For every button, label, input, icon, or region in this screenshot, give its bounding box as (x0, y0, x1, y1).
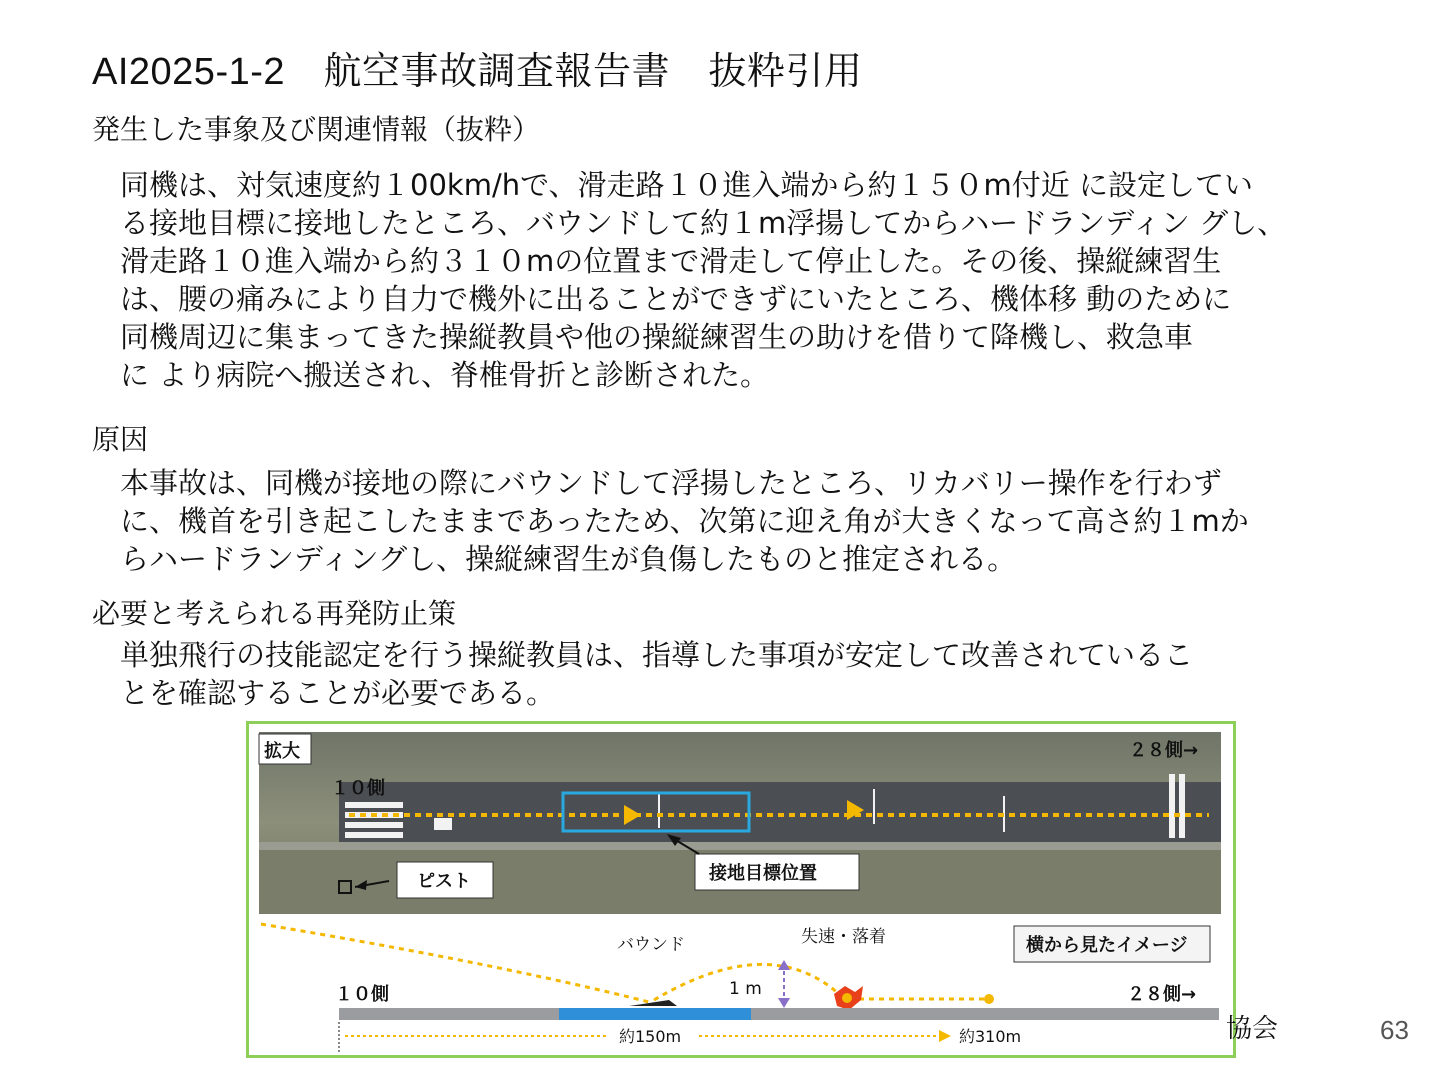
distance-150-label: 約150m (619, 1027, 682, 1046)
section-body-events (120, 166, 1405, 394)
stall-label: 失速・落着 (801, 927, 886, 947)
text-line: は、腰の痛みにより自力で機外に出ることができずにいたところ、機体移 動のために (120, 282, 1232, 316)
side-10-top-label: １０側 (331, 778, 385, 799)
text-line: 単独飛行の技能認定を行う操縦教員は、指導した事項が安定して改善されているこ (120, 638, 1194, 672)
footer-organization-fragment: 協会 (1226, 1014, 1279, 1044)
target-label: 接地目標位置 (709, 863, 817, 884)
text-line: 滑走路１０進入端から約３１０mの位置まで滑走して停止した。その後、操縦練習生 (120, 244, 1222, 278)
section-heading-cause: 原因 (92, 423, 149, 456)
section-heading-events: 発生した事象及び関連情報（抜粋） (92, 113, 541, 146)
page-title: AI2025-1-2 航空事故調査報告書 抜粋引用 (92, 51, 863, 93)
text-line: に、機首を引き起こしたままであったため、次第に迎え角が大きくなって高さ約１mか (120, 504, 1249, 538)
accident-diagram-figure (246, 721, 1236, 1058)
text-line: らハードランディングし、操縦練習生が負傷したものと推定される。 (120, 542, 1017, 576)
text-line: とを確認することが必要である。 (120, 676, 556, 710)
side-28-top-label: ２８側→ (1129, 740, 1199, 761)
text-line: る接地目標に接地したところ、バウンドして約１m浮揚してからハードランディン グし、 (120, 206, 1287, 240)
page-number: 63 (1380, 1015, 1409, 1045)
section-body-prevention (120, 636, 1405, 712)
bounce-label: バウンド (617, 935, 685, 955)
section-heading-prevention: 必要と考えられる再発防止策 (92, 597, 457, 630)
zoom-label: 拡大 (264, 741, 300, 762)
text-line: 同機周辺に集まってきた操縦教員や他の操縦練習生の助けを借りて降機し、救急車 (120, 320, 1194, 354)
side-28-bottom-label: ２８側→ (1127, 984, 1197, 1005)
side-10-bottom-label: １０側 (335, 984, 389, 1005)
side-view-label: 横から見たイメージ (1026, 935, 1188, 956)
runway-side-view (339, 1008, 1219, 1020)
distance-310-label: 約310m (959, 1027, 1022, 1046)
piste-label: ピスト (417, 871, 471, 892)
text-line: 本事故は、同機が接地の際にバウンドして浮揚したところ、リカバリー操作を行わず (120, 466, 1222, 500)
text-line: に より病院へ搬送され、脊椎骨折と診断された。 (120, 358, 769, 392)
runway (339, 782, 1221, 842)
section-body-cause (120, 464, 1405, 578)
text-line: 同機は、対気速度約１00km/hで、滑走路１０進入端から約１５０m付近 に設定してい (120, 168, 1253, 202)
height-label: 1 m (729, 979, 762, 999)
